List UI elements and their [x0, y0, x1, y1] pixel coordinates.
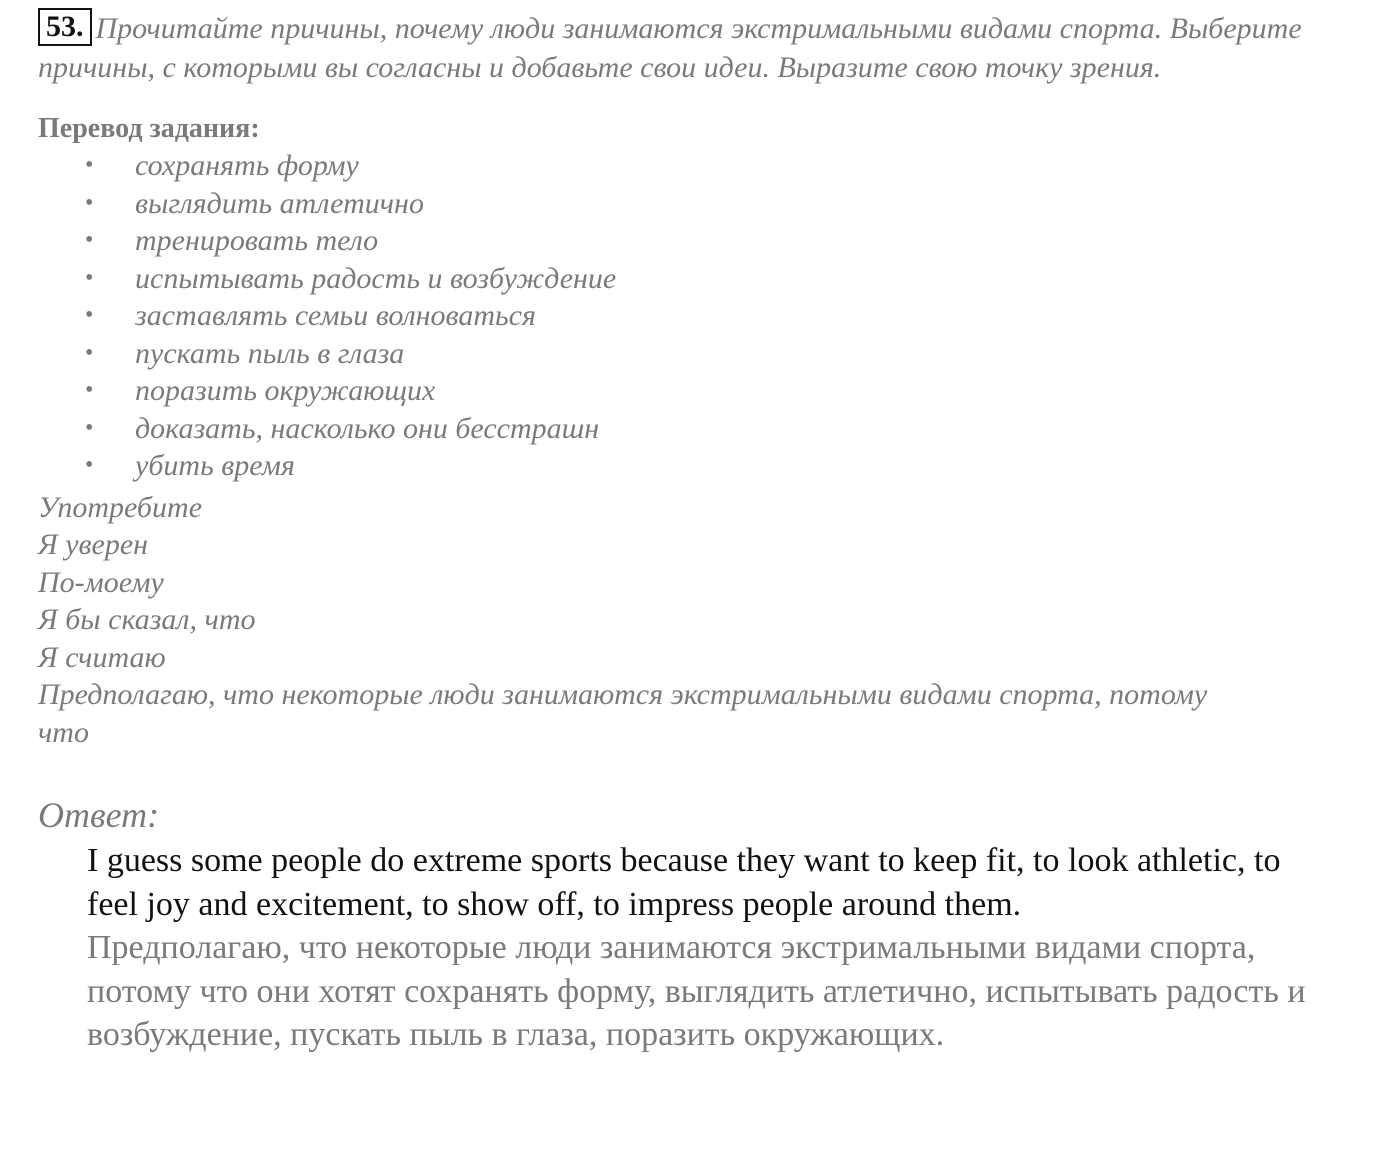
- list-item: • пускать пыль в глаза: [38, 335, 1368, 373]
- phrase: Употребите: [38, 490, 203, 524]
- bullet-icon: •: [85, 189, 94, 216]
- translation-title: Перевод задания:: [38, 113, 260, 144]
- bullet-icon: •: [85, 452, 94, 478]
- bullet-icon: •: [85, 152, 94, 178]
- phrase: Я считаю: [38, 640, 166, 674]
- phrase: Я уверен: [38, 528, 149, 561]
- task-header: [38, 8, 1368, 87]
- list-item: • заставлять семьи волноваться: [38, 297, 1368, 335]
- phrase: Я бы сказал, что: [38, 603, 256, 636]
- bullet-icon: •: [85, 414, 94, 441]
- phrase: Предполагаю, что некоторые люди занимаются экстримальными видами спорта, потому что: [38, 678, 1208, 749]
- bullet-icon: •: [85, 227, 94, 253]
- bullet-icon: •: [85, 377, 94, 403]
- answer-english-text: I guess some people do extreme sports because they want to keep fit, to look athletic, to feel joy and excitement, to show off, to impress people around them.: [87, 842, 1281, 923]
- list-item: • тренировать тело: [38, 222, 1368, 260]
- list-item: • сохранять форму: [38, 147, 1368, 185]
- task-number: 53.: [38, 8, 92, 46]
- list-item: • доказать, насколько они бесстрашн: [38, 410, 1368, 448]
- phrase: По-моему: [38, 565, 164, 599]
- phrases-block: [38, 489, 1368, 752]
- bullet-icon: •: [85, 264, 94, 291]
- page: [38, 8, 1368, 1057]
- answer-label: Ответ:: [38, 795, 160, 835]
- answer-russian-text: Предполагаю, что некоторые люди занимаются экстримальными видами спорта, потому что они хотят сохранять форму, выглядить атлетично, испытывать радость и возбуждение, пускать пыль в глаза, поразить окружающих.: [87, 929, 1306, 1053]
- bullet-icon: •: [85, 302, 94, 328]
- list-item: • испытывать радость и возбуждение: [38, 260, 1368, 298]
- translation-list: [38, 147, 1368, 485]
- bullet-icon: •: [85, 339, 94, 366]
- list-item: • убить время: [38, 447, 1368, 485]
- list-item: • поразить окружающих: [38, 372, 1368, 410]
- list-item: • выглядить атлетично: [38, 185, 1368, 223]
- task-instruction: Прочитайте причины, почему люди занимаются экстримальными видами спорта. Выберите причины, с которыми вы согласны и добавьте свои идеи. Выразите свою точку зрения.: [38, 12, 1302, 84]
